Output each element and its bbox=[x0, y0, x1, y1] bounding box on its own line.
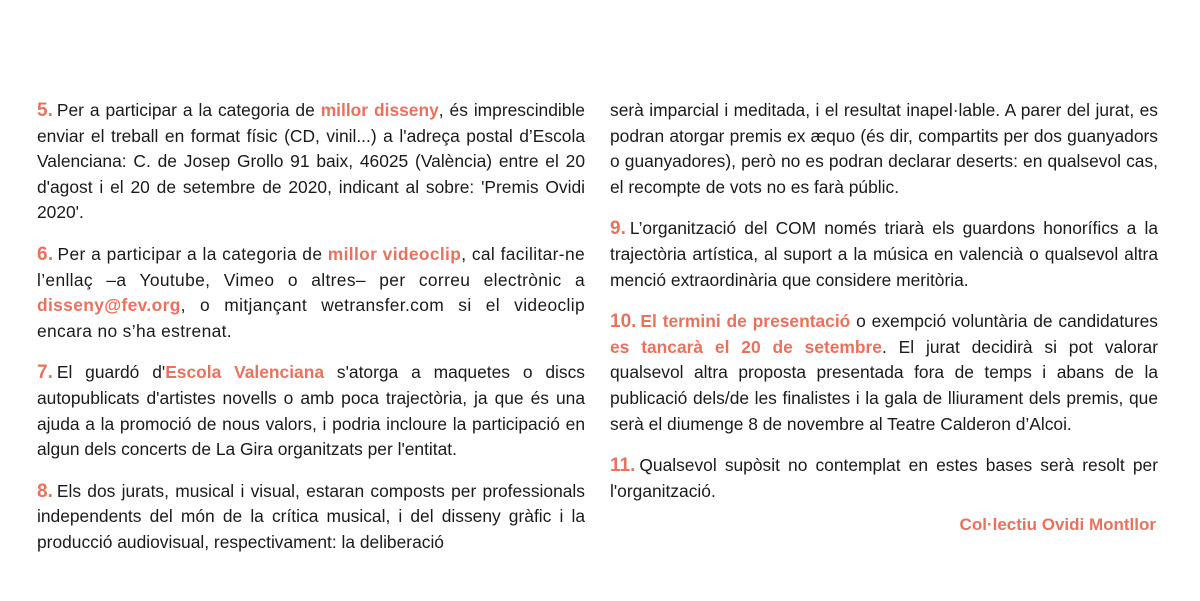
rule-number: 9. bbox=[610, 218, 626, 240]
rule-8-continued bbox=[610, 98, 1158, 200]
highlight-closing-date: es tancarà el 20 de setembre bbox=[610, 336, 882, 357]
rule-number: 10. bbox=[610, 311, 637, 333]
rule-number: 6. bbox=[37, 243, 54, 265]
rule-text: Per a participar a la categoria de bbox=[57, 243, 328, 264]
rule-text: Per a participar a la categoria de bbox=[56, 100, 321, 120]
rule-text: s'atorga a maquetes o discs autopublicats d'artistes novells o amb poca trajectòria, ja que és una ajuda a la promoció de nous valors, i podria incloure la participació en algun dels concerts de La Gira organitzats per l'entitat. bbox=[37, 362, 585, 460]
rule-text: . El jurat decidirà si pot valorar qualsevol altra proposta presentada fora de temps i abans de la publicació dels/de les finalistes i la gala de lliurament dels premis, que serà el diumenge 8 de novembre al Teatre Calderon d’Alcoi. bbox=[610, 336, 1158, 434]
highlight-category: millor videoclip bbox=[327, 243, 462, 264]
right-column bbox=[610, 98, 1158, 520]
email-link[interactable]: disseny@fev.org bbox=[37, 295, 181, 316]
rule-text: Els dos jurats, musical i visual, estaran composts per professionals independents del món de la crítica musical, i del disseny gràfic i la producció audiovisual, respectivament: la deliberació bbox=[37, 480, 585, 552]
rule-text: serà imparcial i meditada, i el resultat inapel·lable. A parer del jurat, es podran atorgar premis ex æquo (és dir, compartits per dos guanyadors o guanyadores), però no es podran declarar deserts: en qualsevol cas, el recompte de vots no es farà públic. bbox=[610, 100, 1158, 197]
rule-text: Qualsevol supòsit no contemplat en estes bases serà resolt per l'organització. bbox=[610, 455, 1158, 501]
rule-9 bbox=[610, 216, 1158, 293]
rule-11 bbox=[610, 453, 1158, 504]
highlight-organization: Escola Valenciana bbox=[165, 362, 325, 383]
signature: Col·lectiu Ovidi Montllor bbox=[959, 515, 1156, 534]
rule-text: El guardó d' bbox=[56, 362, 166, 383]
rule-6 bbox=[37, 242, 585, 344]
rule-text: o exempció voluntària de candidatures bbox=[850, 311, 1158, 332]
left-column bbox=[37, 98, 585, 572]
rule-number: 11. bbox=[610, 455, 636, 477]
rule-number: 8. bbox=[37, 480, 53, 502]
rule-5 bbox=[37, 98, 585, 226]
rule-text: L’organització del COM només triarà els guardons honorífics a la trajectòria artística, al suport a la música en valencià o qualsevol altra menció extraordinària que considere meritòria. bbox=[610, 218, 1158, 290]
rule-number: 5. bbox=[37, 100, 53, 121]
highlight-category: millor disseny bbox=[320, 100, 439, 120]
rule-text: , és imprescindible enviar el treball en format físic (CD, vinil...) a l'adreça postal d’Escola Valenciana: C. de Josep Grollo 91 baix, 46025 (València) entre el 20 d'agost i el 20 de setembre de 2020, indicant al sobre: 'Premis Ovidi 2020'. bbox=[37, 100, 585, 223]
rule-text: , o mitjançant wetransfer.com si el videoclip encara no s’ha estrenat. bbox=[37, 295, 585, 341]
rule-10 bbox=[610, 309, 1158, 437]
highlight-deadline: El termini de presentació bbox=[640, 311, 851, 332]
rule-text: , cal facilitar-ne l’enllaç –a Youtube, Vimeo o altres– per correu electrònic a bbox=[37, 243, 585, 290]
rule-number: 7. bbox=[37, 362, 53, 384]
rule-8 bbox=[37, 479, 585, 556]
rule-7 bbox=[37, 360, 585, 462]
